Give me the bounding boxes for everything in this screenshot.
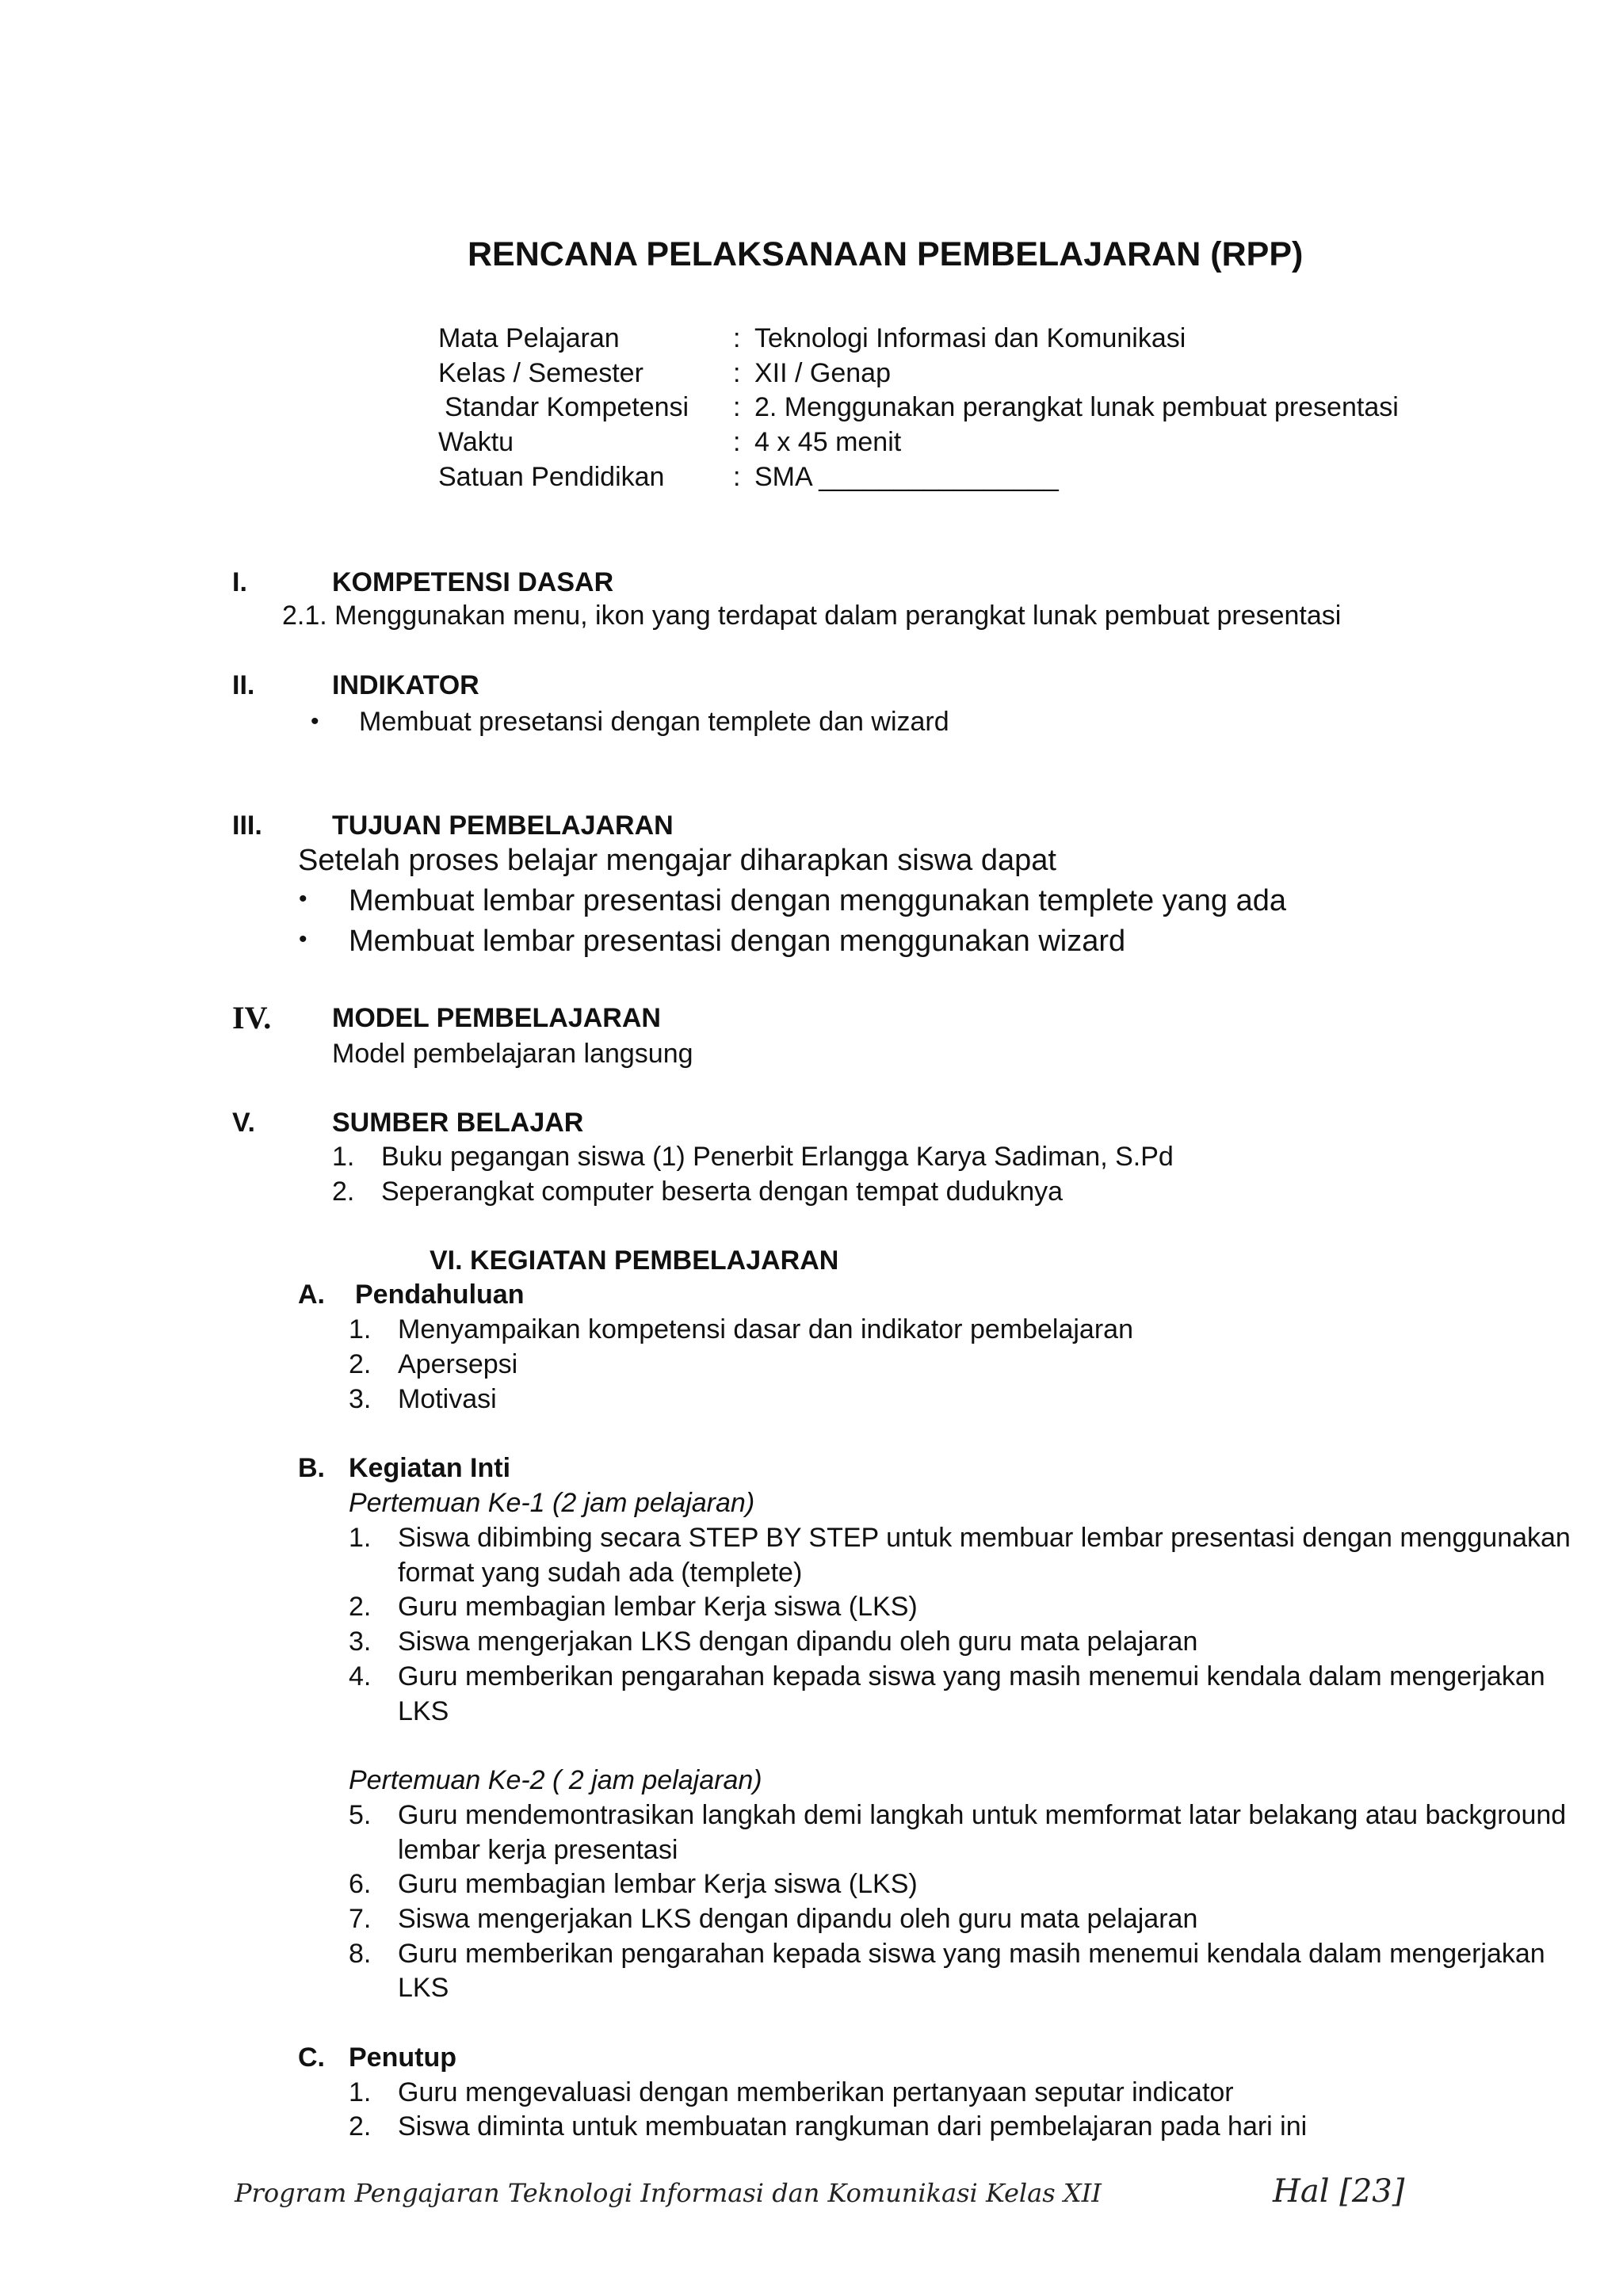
section-number: I. bbox=[232, 567, 247, 597]
bullet-icon: • bbox=[299, 926, 307, 952]
list-item: Siswa dibimbing secara STEP BY STEP untuk membuar lembar presentasi dengan menggunakan bbox=[398, 1523, 1571, 1553]
list-number: 1. bbox=[349, 1523, 372, 1553]
list-item: Membuat lembar presentasi dengan menggunakan wizard bbox=[349, 925, 1126, 958]
list-item: Motivasi bbox=[398, 1384, 497, 1414]
section-heading: MODEL PEMBELAJARAN bbox=[332, 1003, 661, 1033]
list-item: Guru memberikan pengarahan kepada siswa yang masih menemui kendala dalam mengerjakan bbox=[398, 1661, 1545, 1691]
subsection-title: Kegiatan Inti bbox=[349, 1453, 511, 1483]
identity-label: Waktu bbox=[438, 427, 514, 457]
identity-colon: : bbox=[733, 358, 741, 388]
section-heading: SUMBER BELAJAR bbox=[332, 1108, 584, 1138]
identity-colon: : bbox=[733, 427, 741, 457]
list-number: 2. bbox=[349, 2111, 372, 2142]
list-item: Siswa mengerjakan LKS dengan dipandu oleh guru mata pelajaran bbox=[398, 1627, 1198, 1657]
subsection-title: Pendahuluan bbox=[355, 1280, 525, 1310]
identity-label: Standar Kompetensi bbox=[445, 392, 689, 422]
list-item-continuation: format yang sudah ada (templete) bbox=[398, 1558, 803, 1588]
identity-colon: : bbox=[733, 323, 741, 353]
identity-value: XII / Genap bbox=[754, 358, 891, 388]
list-item: Apersepsi bbox=[398, 1349, 518, 1379]
meeting-label: Pertemuan Ke-2 ( 2 jam pelajaran) bbox=[349, 1765, 762, 1795]
bullet-icon: • bbox=[311, 708, 319, 734]
section-number: II. bbox=[232, 670, 255, 700]
bullet-icon: • bbox=[299, 886, 307, 912]
list-item-continuation: LKS bbox=[398, 1696, 449, 1726]
model-text: Model pembelajaran langsung bbox=[332, 1039, 693, 1069]
list-item: Menyampaikan kompetensi dasar dan indikator pembelajaran bbox=[398, 1314, 1133, 1344]
section-number: IV. bbox=[232, 1000, 272, 1035]
list-item: Guru memberikan pengarahan kepada siswa yang masih menemui kendala dalam mengerjakan bbox=[398, 1939, 1545, 1969]
subsection-letter: B. bbox=[298, 1453, 325, 1483]
footer-text: Program Pengajaran Teknologi Informasi dan Komunikasi Kelas XII bbox=[235, 2178, 1102, 2208]
identity-value: 2. Menggunakan perangkat lunak pembuat presentasi bbox=[754, 392, 1399, 422]
identity-label: Satuan Pendidikan bbox=[438, 462, 665, 492]
subsection-letter: C. bbox=[298, 2042, 325, 2073]
identity-value: Teknologi Informasi dan Komunikasi bbox=[754, 323, 1186, 353]
tujuan-intro: Setelah proses belajar mengajar diharapkan siswa dapat bbox=[298, 844, 1056, 877]
section-heading: INDIKATOR bbox=[332, 670, 479, 700]
list-number: 7. bbox=[349, 1904, 372, 1934]
identity-colon: : bbox=[733, 462, 741, 492]
list-number: 2. bbox=[332, 1177, 355, 1207]
list-number: 1. bbox=[349, 2077, 372, 2107]
list-number: 4. bbox=[349, 1661, 372, 1691]
list-item-continuation: lembar kerja presentasi bbox=[398, 1835, 678, 1865]
list-item: Buku pegangan siswa (1) Penerbit Erlangga Karya Sadiman, S.Pd bbox=[381, 1142, 1174, 1172]
list-item: Siswa diminta untuk membuatan rangkuman dari pembelajaran pada hari ini bbox=[398, 2111, 1308, 2142]
list-number: 8. bbox=[349, 1939, 372, 1969]
list-number: 2. bbox=[349, 1592, 372, 1622]
list-item: Membuat presetansi dengan templete dan wizard bbox=[359, 707, 949, 737]
identity-label: Mata Pelajaran bbox=[438, 323, 620, 353]
list-item-continuation: LKS bbox=[398, 1973, 449, 2003]
section-number: V. bbox=[232, 1108, 256, 1138]
list-item: Guru membagian lembar Kerja siswa (LKS) bbox=[398, 1592, 918, 1622]
identity-value: 4 x 45 menit bbox=[754, 427, 902, 457]
list-number: 3. bbox=[349, 1384, 372, 1414]
list-number: 1. bbox=[332, 1142, 355, 1172]
identity-colon: : bbox=[733, 392, 741, 422]
page-title: RENCANA PELAKSANAAN PEMBELAJARAN (RPP) bbox=[468, 235, 1304, 273]
section-heading: KOMPETENSI DASAR bbox=[332, 567, 614, 597]
section-number: III. bbox=[232, 810, 262, 841]
section-heading: TUJUAN PEMBELAJARAN bbox=[332, 810, 674, 841]
meeting-label: Pertemuan Ke-1 (2 jam pelajaran) bbox=[349, 1488, 755, 1518]
identity-label: Kelas / Semester bbox=[438, 358, 643, 388]
list-item: Guru mendemontrasikan langkah demi langkah untuk memformat latar belakang atau background bbox=[398, 1800, 1567, 1830]
subsection-letter: A. bbox=[298, 1280, 325, 1310]
section-heading: VI. KEGIATAN PEMBELAJARAN bbox=[430, 1245, 839, 1276]
list-item: Seperangkat computer beserta dengan tempat duduknya bbox=[381, 1177, 1064, 1207]
page-number: Hal [23] bbox=[1273, 2173, 1405, 2210]
list-item: Guru membagian lembar Kerja siswa (LKS) bbox=[398, 1869, 918, 1899]
identity-value: SMA ________________ bbox=[754, 462, 1059, 492]
subsection-title: Penutup bbox=[349, 2042, 456, 2073]
list-number: 6. bbox=[349, 1869, 372, 1899]
list-item: Siswa mengerjakan LKS dengan dipandu oleh guru mata pelajaran bbox=[398, 1904, 1198, 1934]
kd-text: 2.1. Menggunakan menu, ikon yang terdapat dalam perangkat lunak pembuat presentasi bbox=[282, 601, 1342, 631]
list-item: Guru mengevaluasi dengan memberikan pertanyaan seputar indicator bbox=[398, 2077, 1234, 2107]
list-number: 3. bbox=[349, 1627, 372, 1657]
list-number: 1. bbox=[349, 1314, 372, 1344]
list-number: 2. bbox=[349, 1349, 372, 1379]
list-item: Membuat lembar presentasi dengan menggunakan templete yang ada bbox=[349, 884, 1286, 917]
list-number: 5. bbox=[349, 1800, 372, 1830]
